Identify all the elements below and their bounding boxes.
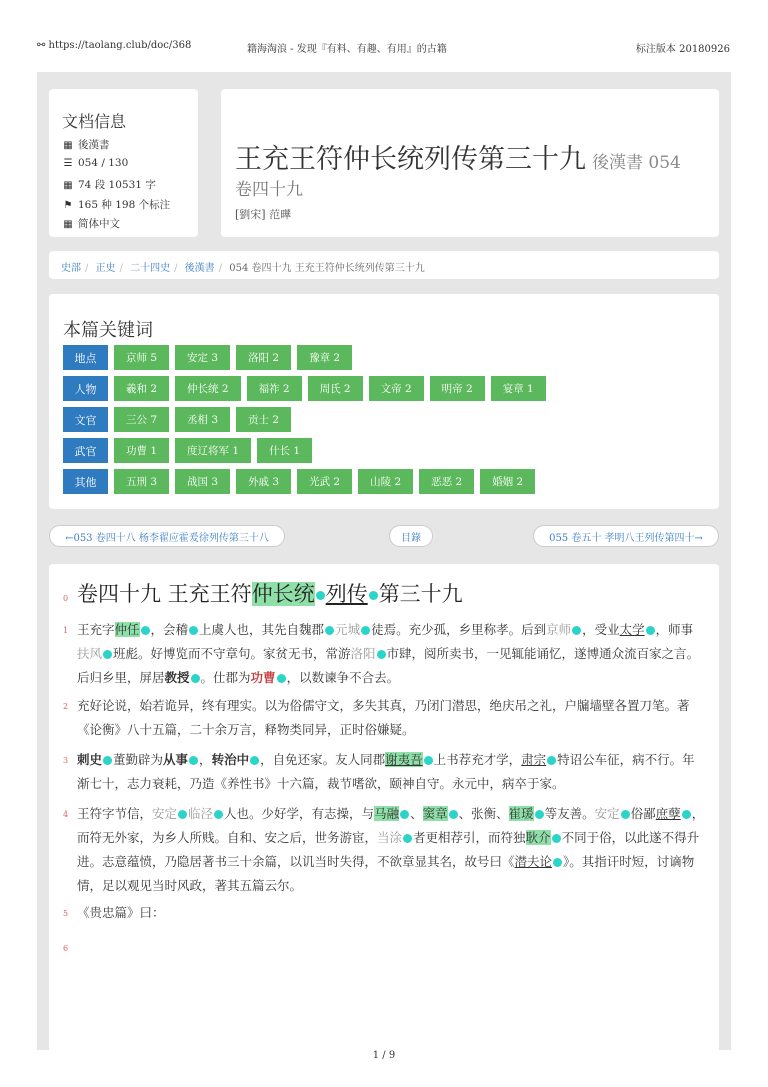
keyword-row-place [63, 345, 352, 370]
annotation-marker[interactable] [103, 650, 112, 659]
annotated-term[interactable]: 教授 [164, 670, 190, 685]
doc-url[interactable]: ⚯ https://taolang.club/doc/368 [37, 40, 192, 51]
breadcrumb-item[interactable]: 正史 [95, 263, 116, 274]
paragraph-1: 王充字仲任 ，会稽 上虞人也，其先自魏郡 元城 徒焉。充少孤，乡里称孝。后到京师 ，受业太学 ，师事扶风 班彪。好博览而不守章句。家贫无书，常游洛阳 市肆，阅所卖书，一见辄能诵忆，遂博通众流百家之言。后归乡里，屏居教授 。仕郡为功曹 ，以数谏争不合去。 [77, 622, 700, 685]
keyword-tag[interactable]: 婚姻 2 [480, 469, 535, 494]
doc-info-stats: ▦ 74 段 10531 字 [63, 179, 156, 191]
para-number: 6 [63, 944, 69, 953]
keyword-row-other [63, 469, 535, 494]
keyword-category: 武官 [63, 438, 108, 463]
page-indicator: 1 / 9 [372, 1050, 396, 1061]
keyword-tag[interactable]: 福祚 2 [247, 376, 302, 401]
keyword-tag[interactable]: 豫章 2 [297, 345, 352, 370]
toc-link[interactable]: 目錄 [389, 525, 433, 547]
keyword-tag[interactable]: 周氏 2 [308, 376, 363, 401]
keyword-tag[interactable]: 战国 3 [175, 469, 230, 494]
doc-info-card [49, 89, 198, 237]
keyword-category: 其他 [63, 469, 108, 494]
annotated-term[interactable]: 太学 [619, 622, 645, 637]
annotation-marker[interactable] [553, 858, 562, 867]
breadcrumb: 史部 / 正史 / 二十四史 / 後漢書 / 054 卷四十九 王充王符仲长统列传第三十九 [49, 251, 719, 279]
annotation-marker[interactable] [191, 674, 200, 683]
keyword-tag[interactable]: 洛阳 2 [236, 345, 291, 370]
annotation-marker[interactable] [361, 626, 370, 635]
doc-info-lang: ▦ 简体中文 [63, 218, 120, 230]
top-bar [0, 0, 768, 60]
para-number: 5 [63, 909, 69, 918]
juan-label: 卷四十九 [235, 180, 303, 200]
keywords-card [49, 294, 719, 509]
grid-icon: ▦ [63, 180, 73, 191]
annotated-term[interactable]: 耿介 [525, 830, 551, 845]
annotation-marker[interactable] [250, 756, 259, 765]
paragraph-4: 王符字节信，安定 临泾 人也。少好学，有志操，与马融 、窦章 、张衡、崔瑗 等友善。安定 俗鄙庶孽 ，而符无外家，为乡人所贱。自和、安之后，世务游宦，当涂 者更相荐引，而符独耿介 不同于俗，以此遂不得升进。志意蕴愤，乃隐居著书三十余篇，以讥当时失得，不欲章显其名，故号曰《潜夫论 》。其指讦时短，讨谪物情，足以观见当时风政，著其五篇云尔。 [77, 806, 705, 893]
breadcrumb-item[interactable]: 史部 [61, 263, 81, 274]
annotated-term[interactable]: 庶孽 [655, 806, 681, 821]
annotated-term[interactable]: 转治中 [211, 752, 250, 767]
annotation-marker[interactable] [377, 650, 386, 659]
annotation-marker[interactable] [189, 756, 198, 765]
keyword-tag[interactable]: 度辽将军 1 [175, 438, 251, 463]
next-chapter-link[interactable]: 055 卷五十 孝明八王列传第四十→ [533, 525, 719, 547]
annotation-marker[interactable] [403, 834, 412, 843]
para-number: 1 [63, 626, 69, 635]
annotation-marker[interactable] [424, 756, 433, 765]
annotation-marker[interactable] [646, 626, 655, 635]
annotation-marker[interactable] [400, 810, 409, 819]
annotation-marker[interactable] [214, 810, 223, 819]
para-number: 0 [63, 594, 69, 603]
annotation-marker[interactable] [682, 810, 691, 819]
annotation-marker[interactable] [325, 626, 334, 635]
keyword-tag[interactable]: 安定 3 [175, 345, 230, 370]
annotated-term[interactable]: 肃宗 [521, 752, 547, 767]
keyword-category: 地点 [63, 345, 108, 370]
keyword-row-military [63, 438, 312, 463]
site-slogan: 籍海淘浪 - 发现『有料、有趣、有用』的古籍 [247, 44, 447, 55]
para-number: 4 [63, 810, 69, 819]
page-sheet [37, 72, 731, 1050]
content-heading: 卷四十九 王充王符仲长统 列传 第三十九 [77, 582, 463, 606]
keyword-category: 文官 [63, 407, 108, 432]
paragraph-5: 《贵忠篇》曰： [77, 905, 165, 920]
version-label: 标注版本 20180926 [635, 44, 730, 55]
keyword-tag[interactable]: 丞相 3 [175, 407, 230, 432]
doc-info-tags: ⚑ 165 种 198 个标注 [63, 199, 171, 211]
paragraph-3: 刺史 董勤辟为从事 ，转治中 ，自免还家。友人同郡谢夷吾 上书荐充才学，肃宗 特诏公车征，病不行。年渐七十，志力衰耗，乃造《养性书》十六篇，裁节嗜欲，颐神自守。永元中，病卒于家。 [77, 752, 695, 791]
keyword-tag[interactable]: 羲和 2 [114, 376, 169, 401]
annotated-term[interactable]: 功曹 [250, 670, 276, 685]
annotated-term[interactable]: 窦章 [422, 806, 448, 821]
annotation-marker[interactable] [178, 810, 187, 819]
keyword-tag[interactable]: 贡士 2 [236, 407, 291, 432]
keyword-row-civil [63, 407, 291, 432]
annotated-term[interactable]: 谢夷吾 [385, 752, 423, 767]
book-icon: ▦ [63, 140, 73, 151]
annotated-term[interactable]: 从事 [163, 752, 189, 767]
keyword-tag[interactable]: 五刑 3 [114, 469, 169, 494]
annotation-marker[interactable] [369, 591, 378, 600]
keyword-category: 人物 [63, 376, 108, 401]
keyword-tag[interactable]: 三公 7 [114, 407, 169, 432]
annotated-term[interactable]: 刺史 [77, 752, 103, 767]
prev-chapter-link[interactable]: ←053 卷四十八 杨李翟应霍爰徐列传第三十八 [49, 525, 285, 547]
keyword-tag[interactable]: 山陵 2 [358, 469, 413, 494]
annotation-marker[interactable] [189, 626, 198, 635]
keyword-tag[interactable]: 恶恶 2 [419, 469, 474, 494]
tags-icon: ⚑ [63, 200, 73, 211]
annotated-term[interactable]: 京师 [546, 622, 572, 637]
paragraph-2: 充好论说，始若诡异，终有理实。以为俗儒守文，多失其真，乃闭门潜思，绝庆吊之礼，户牖墙壁各置刀笔。著《论衡》八十五篇，二十余万言，释物类同异，正时俗嫌疑。 [77, 698, 690, 737]
title-card [221, 89, 719, 237]
doc-info-book: ▦ 後漢書 [63, 139, 110, 151]
annotation-marker[interactable] [103, 756, 112, 765]
keyword-tag[interactable]: 什长 1 [257, 438, 312, 463]
annotated-term[interactable]: 潜夫论 [514, 854, 553, 869]
translate-icon: ▦ [63, 219, 73, 230]
keyword-tag[interactable]: 宴章 1 [491, 376, 546, 401]
annotation-marker[interactable] [552, 834, 561, 843]
annotated-term[interactable]: 当涂 [377, 830, 403, 845]
keyword-tag[interactable]: 京师 5 [114, 345, 169, 370]
text-card [49, 564, 719, 1050]
para-number: 3 [63, 756, 69, 765]
annotated-term[interactable]: 洛阳 [350, 646, 376, 661]
annotation-marker[interactable] [316, 591, 325, 600]
doc-info-chapter: ☰ 054 / 130 [63, 157, 129, 169]
keyword-tag[interactable]: 文帝 2 [369, 376, 424, 401]
para-number: 2 [63, 702, 69, 711]
keywords-title: 本篇关键词 [63, 320, 153, 341]
annotated-term[interactable]: 安定 [594, 806, 620, 821]
annotated-term[interactable]: 安定 [152, 806, 178, 821]
doc-info-title: 文档信息 [62, 112, 127, 131]
keyword-tag[interactable]: 明帝 2 [430, 376, 485, 401]
annotated-term[interactable]: 扶风 [77, 646, 103, 661]
annotated-term[interactable]: 仲任 [114, 622, 140, 637]
keyword-row-person [63, 376, 546, 401]
annotation-marker[interactable] [572, 626, 581, 635]
breadcrumb-item[interactable]: 後漢書 [184, 263, 215, 274]
chapter-title: 王充王符仲长统列传第三十九 後漢書 054 [235, 144, 681, 175]
annotation-marker[interactable] [621, 810, 630, 819]
book-number: 後漢書 054 [592, 153, 681, 173]
breadcrumb-current: 054 卷四十九 王充王符仲长统列传第三十九 [229, 263, 425, 274]
annotated-term[interactable]: 马融 [374, 806, 400, 821]
annotated-term[interactable]: 临泾 [188, 806, 214, 821]
annotated-term[interactable]: 崔瑗 [508, 806, 534, 821]
annotation-marker[interactable] [449, 810, 458, 819]
keyword-tag[interactable]: 仲长统 2 [175, 376, 241, 401]
author-label: [劉宋] 范曄 [235, 208, 292, 221]
annotation-marker[interactable] [141, 626, 150, 635]
annotated-term[interactable]: 列传 [325, 582, 368, 606]
breadcrumb-item[interactable]: 二十四史 [130, 263, 171, 274]
keyword-tag[interactable]: 光武 2 [297, 469, 352, 494]
annotated-term[interactable]: 仲长统 [251, 582, 315, 606]
annotation-marker[interactable] [535, 810, 544, 819]
annotation-marker[interactable] [277, 674, 286, 683]
annotated-term[interactable]: 元城 [335, 622, 361, 637]
keyword-tag[interactable]: 功曹 1 [114, 438, 169, 463]
list-icon: ☰ [63, 158, 73, 169]
annotation-marker[interactable] [547, 756, 556, 765]
keyword-tag[interactable]: 外戚 3 [236, 469, 291, 494]
